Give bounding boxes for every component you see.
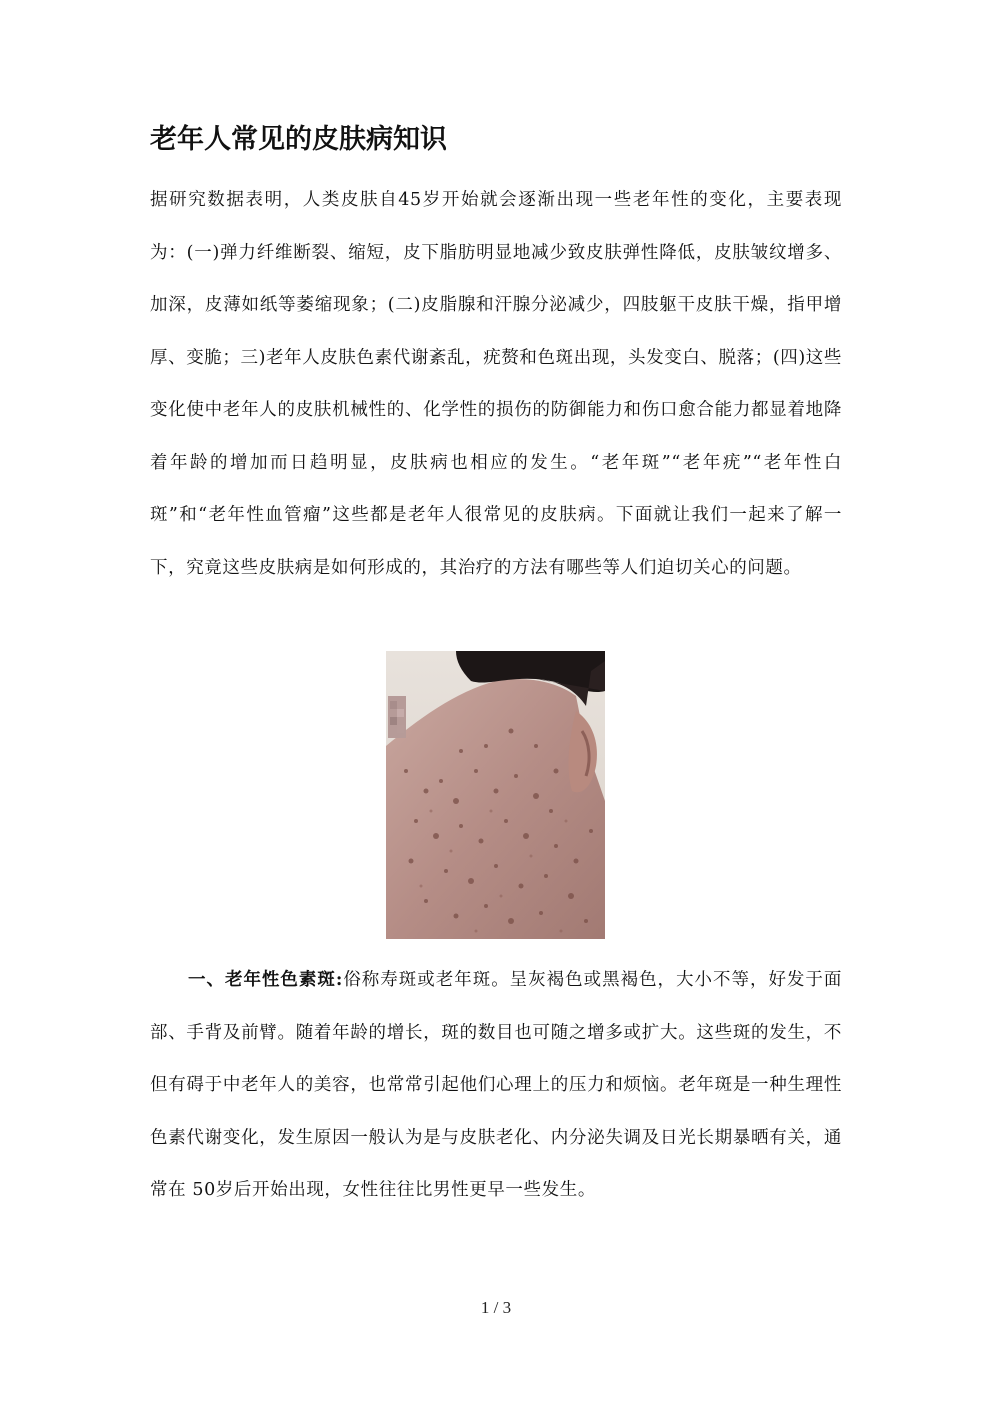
age-spots-photo <box>386 651 605 939</box>
section-1-paragraph <box>150 954 842 1217</box>
document-title: 老年人常见的皮肤病知识 <box>150 124 447 155</box>
section-1-body: 俗称寿斑或老年斑。呈灰褐色或黑褐色，大小不等，好发于面部、手背及前臂。随着年龄的增长，斑的数目也可随之增多或扩大。这些斑的发生，不但有碍于中老年人的美容，也常常引起他们心理上的压力和烦恼。老年斑是一种生理性色素代谢变化，发生原因一般认为是与皮肤老化、内分泌失调及日光长期暴晒有关，通常在 50岁后开始出现，女性往往比男性更早一些发生。 <box>150 970 843 1200</box>
page-number: 1 / 3 <box>480 1298 512 1317</box>
skin-photo <box>386 651 605 939</box>
intro-paragraph: 据研究数据表明，人类皮肤自45岁开始就会逐渐出现一些老年性的变化，主要表现为：(一)弹力纤维断裂、缩短，皮下脂肪明显地减少致皮肤弹性降低，皮肤皱纹增多、加深，皮薄如纸等萎缩现象；(二)皮脂腺和汗腺分泌减少，四肢躯干皮肤干燥，指甲增厚、变脆；三)老年人皮肤色素代谢紊乱，疣赘和色斑出现，头发变白、脱落；(四)这些变化使中老年人的皮肤机械性的、化学性的损伤的防御能力和伤口愈合能力都显着地降着年龄的增加而日趋明显，皮肤病也相应的发生。“老年斑”“老年疣”“老年性白斑”和“老年性血管瘤”这些都是老年人很常见的皮肤病。下面就让我们一起来了解一下，究竟这些皮肤病是如何形成的，其治疗的方法有哪些等人们迫切关心的问题。 <box>150 190 842 578</box>
section-1-heading: 一、老年性色素斑: <box>188 970 343 990</box>
